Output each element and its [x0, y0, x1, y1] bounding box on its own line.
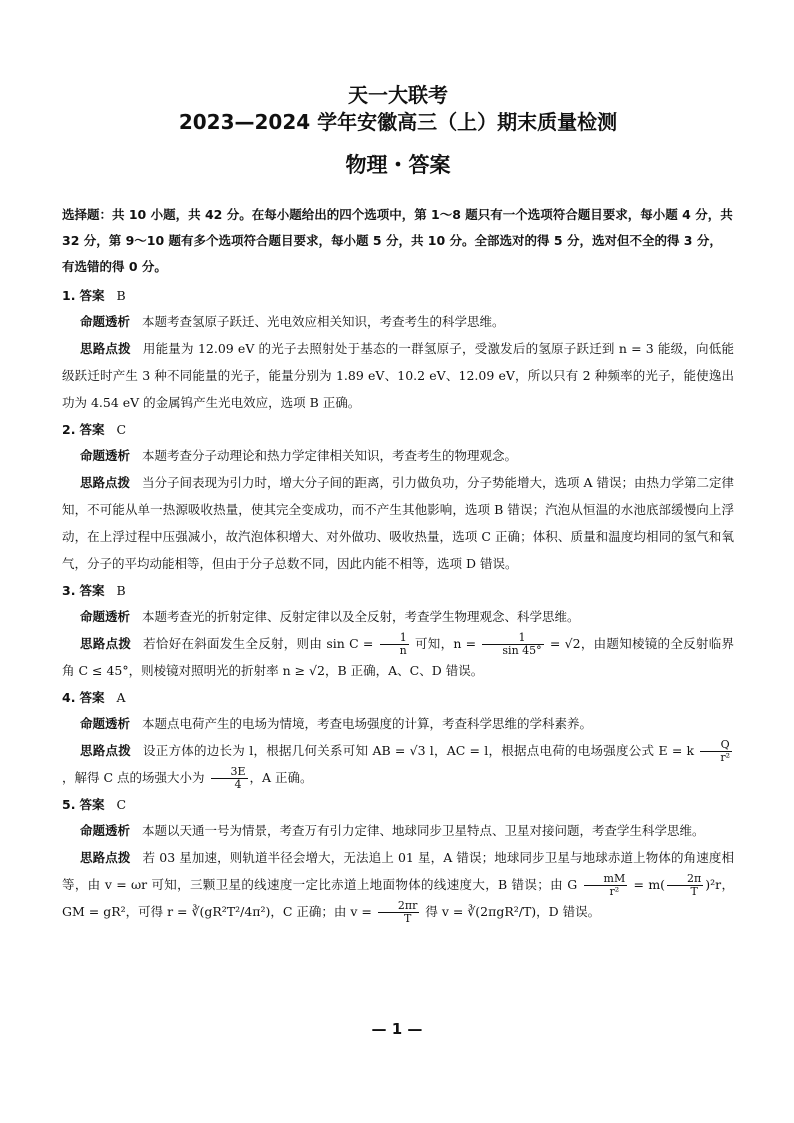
hint-label: 思路点拨 — [80, 636, 132, 651]
analysis-text: 本题以天通一号为情景，考查万有引力定律、地球同步卫星特点、卫星对接问题，考查学生科学思维。 — [142, 823, 705, 838]
analysis-label: 命题透析 — [80, 314, 131, 329]
answer-value: C — [116, 797, 127, 812]
answer-line — [62, 418, 734, 442]
exam-org-title: 天一大联考 — [348, 83, 448, 107]
hint-label: 思路点拨 — [80, 743, 132, 758]
answer-label: 答案 — [79, 288, 105, 303]
fraction-numerator: 2πr — [378, 900, 420, 913]
page-number: — 1 — — [371, 1020, 423, 1038]
fraction-numerator: Q — [700, 739, 732, 752]
subject-title: 物理・答案 — [345, 153, 451, 177]
analysis-para — [62, 308, 734, 335]
fraction-denominator: r² — [609, 885, 620, 898]
question-2 — [62, 418, 734, 577]
question-1 — [62, 284, 734, 416]
fraction-numerator: 2π — [667, 873, 703, 886]
hint-text-a: 若 03 星加速，则轨道半径会增大，无法追上 01 星，A 错误；地球同步卫星与地球赤道上物体的角速度相等，由 v = ωr 可知，三颗卫星的线速度一定比赤道上地面物体的线速度大，B 错误；由 G — [62, 850, 734, 892]
answer-line — [62, 579, 734, 603]
analysis-label: 命题透析 — [80, 716, 131, 731]
question-3 — [62, 579, 734, 684]
analysis-para — [62, 603, 734, 630]
exam-title: 2023—2024 学年安徽高三（上）期末质量检测 — [178, 110, 618, 134]
fraction-numerator: 1 — [380, 632, 409, 645]
hint-label: 思路点拨 — [80, 475, 131, 490]
question-number: 5. — [62, 797, 76, 812]
hint-text-b: 可知，n = — [410, 636, 481, 651]
hint-para — [62, 335, 734, 416]
analysis-text: 本题考查分子动理论和热力学定律相关知识，考查考生的物理观念。 — [142, 448, 518, 463]
fraction-numerator: 1 — [482, 632, 543, 645]
analysis-label: 命题透析 — [80, 448, 131, 463]
fraction — [482, 632, 543, 657]
fraction-denominator: r² — [720, 751, 730, 764]
fraction — [380, 632, 409, 657]
fraction — [378, 900, 420, 925]
fraction-denominator: n — [399, 644, 407, 657]
hint-text: 用能量为 12.09 eV 的光子去照射处于基态的一群氢原子，受激发后的氢原子跃迁到 n = 3 能级，向低能级跃迁时产生 3 种不同能量的光子，能量分别为 1.89 eV、10.2 eV、12.09 eV，所以只有 2 种频率的光子，能使逸出功为 4.54 eV 的金属钨产生光电效应，选项 B 正确。 — [62, 341, 734, 410]
hint-text: 当分子间表现为引力时，增大分子间的距离，引力做负功，分子势能增大，选项 A 错误；由热力学第二定律知，不可能从单一热源吸收热量，使其完全变成功，而不产生其他影响，选项 B 错误；汽泡从恒温的水池底部缓慢向上浮动，在上浮过程中压强减小，故汽泡体积增大、对外做功、吸收热量，选项 C 正确；体积、质量和温度均相同的氢气和氧气，分子的平均动能相等，但由于分子总数不同，因此内能不相等，选项 D 错误。 — [62, 475, 734, 571]
question-5 — [62, 793, 734, 925]
header — [62, 82, 734, 180]
fraction — [584, 873, 628, 898]
fraction-numerator: mM — [584, 873, 628, 886]
question-number: 1. — [62, 288, 76, 303]
answer-label: 答案 — [79, 797, 105, 812]
answer-label: 答案 — [79, 690, 105, 705]
fraction-denominator: T — [403, 912, 412, 925]
answer-value: C — [116, 422, 127, 437]
hint-text-a: 若恰好在斜面发生全反射，则由 sin C = — [143, 636, 378, 651]
analysis-para — [62, 817, 734, 844]
hint-para — [62, 844, 734, 925]
hint-text-c: )²r，GM = gR²，可得 r = ∛(gR²T²/4π²)，C 正确；由 v = — [62, 877, 734, 919]
hint-label: 思路点拨 — [80, 850, 131, 865]
question-number: 3. — [62, 583, 76, 598]
analysis-text: 本题考查光的折射定律、反射定律以及全反射，考查学生物理观念、科学思维。 — [142, 609, 580, 624]
answer-line — [62, 686, 734, 710]
question-4 — [62, 686, 734, 791]
fraction-denominator: T — [690, 885, 698, 898]
answer-label: 答案 — [79, 583, 105, 598]
answer-sheet — [62, 82, 734, 925]
hint-text-b: = m( — [629, 877, 666, 892]
hint-text-c: = √2，由题知棱镜的全反射临界角 C ≤ 45°，则棱镜对照明光的折射率 n ≥ √2，B 正确，A、C、D 错误。 — [62, 636, 734, 678]
fraction-denominator: 4 — [234, 778, 242, 791]
fraction — [211, 766, 248, 791]
fraction — [700, 739, 732, 764]
fraction-numerator: 3E — [211, 766, 248, 779]
fraction — [667, 873, 703, 898]
question-number: 4. — [62, 690, 76, 705]
hint-para — [62, 469, 734, 577]
analysis-label: 命题透析 — [80, 609, 131, 624]
answer-line — [62, 793, 734, 817]
hint-label: 思路点拨 — [80, 341, 131, 356]
analysis-para — [62, 710, 734, 737]
hint-text-c: ，A 正确。 — [249, 770, 313, 785]
answer-value: B — [116, 583, 126, 598]
answer-line — [62, 284, 734, 308]
hint-para — [62, 737, 734, 791]
analysis-text: 本题考查氢原子跃迁、光电效应相关知识，考查考生的科学思维。 — [142, 314, 505, 329]
hint-text-b: ，解得 C 点的场强大小为 — [62, 770, 209, 785]
answer-value: A — [116, 690, 126, 705]
answer-value: B — [116, 288, 126, 303]
question-number: 2. — [62, 422, 76, 437]
hint-text-a: 设正方体的边长为 l，根据几何关系可知 AB = √3 l，AC = l，根据点电荷的电场强度公式 E = k — [143, 743, 699, 758]
fraction-denominator: sin 45° — [502, 644, 542, 657]
section-intro: 选择题：共 10 小题，共 42 分。在每小题给出的四个选项中，第 1～8 题只有一个选项符合题目要求，每小题 4 分，共 32 分，第 9～10 题有多个选项符合题目要求，每小题 5 分，共 10 分。全部选对的得 5 分，选对但不全的得 3 分，有选错的得 0 分。 — [62, 207, 733, 274]
hint-text-d: 得 v = ∛(2πgR²/T)，D 错误。 — [421, 904, 601, 919]
answer-label: 答案 — [79, 422, 105, 437]
analysis-para — [62, 442, 734, 469]
hint-para — [62, 630, 734, 684]
analysis-label: 命题透析 — [80, 823, 131, 838]
analysis-text: 本题点电荷产生的电场为情境，考查电场强度的计算，考查科学思维的学科素养。 — [142, 716, 593, 731]
